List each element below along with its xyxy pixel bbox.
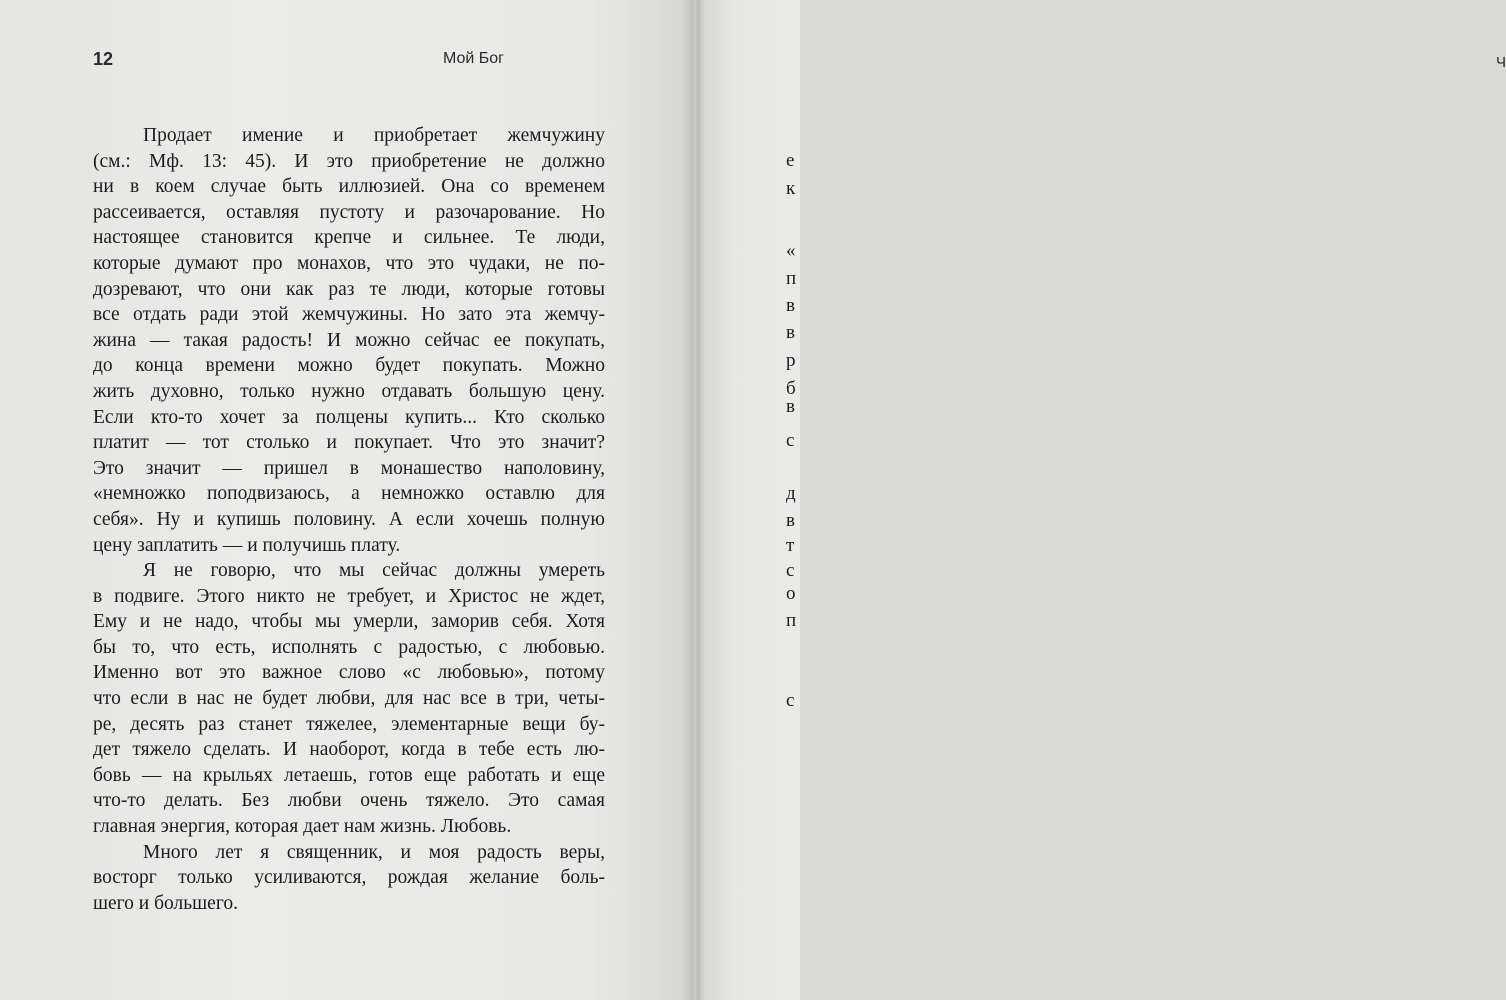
text-line: бы то, что есть, исполнять с радостью, с любовью. bbox=[93, 636, 605, 658]
right-page-fragment: в bbox=[786, 510, 795, 531]
text-line: рассеивается, оставляя пустоту и разочарование. Но bbox=[93, 201, 605, 223]
right-page-fragment: к bbox=[786, 178, 796, 199]
text-line: ре, десять раз станет тяжелее, элементарные вещи бу- bbox=[93, 713, 605, 735]
left-page bbox=[0, 0, 694, 1000]
text-line: жить духовно, только нужно отдавать большую цену. bbox=[93, 380, 605, 402]
text-line: Это значит — пришел в монашество наполовину, bbox=[93, 457, 605, 479]
right-page-fragment: в bbox=[786, 396, 795, 417]
right-page-fragment: в bbox=[786, 295, 795, 316]
text-line: шего и большего. bbox=[93, 892, 238, 914]
text-line: жина — такая радость! И можно сейчас ее покупать, bbox=[93, 329, 605, 351]
text-line: бовь — на крыльях летаешь, готов еще работать и еще bbox=[93, 764, 605, 786]
text-line: дозревают, что они как раз те люди, которые готовы bbox=[93, 278, 605, 300]
text-line: что если в нас не будет любви, для нас все в три, четы- bbox=[93, 688, 605, 710]
right-page-fragment: п bbox=[786, 268, 797, 289]
text-line: цену заплатить — и получишь плату. bbox=[93, 534, 401, 556]
right-page-fragment: т bbox=[786, 535, 795, 556]
text-line: что-то делать. Без любви очень тяжело. Это самая bbox=[93, 790, 605, 812]
paragraph bbox=[93, 840, 605, 917]
text-line: которые думают про монахов, что это чудаки, не по- bbox=[93, 252, 605, 274]
right-page-fragment: р bbox=[786, 350, 796, 371]
right-page-fragment: в bbox=[786, 322, 795, 343]
text-line: (см.: Мф. 13: 45). И это приобретение не должно bbox=[93, 150, 605, 172]
paragraph bbox=[93, 558, 605, 840]
right-page-fragment: о bbox=[786, 583, 796, 604]
text-line: Если кто-то хочет за полцены купить... Кто сколько bbox=[93, 406, 605, 428]
page-number: 12 bbox=[93, 49, 114, 69]
body-text bbox=[93, 123, 605, 916]
text-line: Ему и не надо, чтобы мы умерли, заморив себя. Хотя bbox=[93, 611, 605, 633]
running-head: Мой Бог bbox=[442, 50, 504, 67]
right-running-head-fragment: Ч bbox=[1496, 54, 1506, 71]
text-line: платит — тот столько и покупает. Что это значит? bbox=[93, 432, 605, 454]
text-line: Я не говорю, что мы сейчас должны умереть bbox=[143, 560, 605, 582]
text-line: восторг только усиливаются, рождая желание боль- bbox=[93, 867, 605, 889]
paragraph bbox=[93, 123, 605, 558]
text-line: до конца времени можно будет покупать. Можно bbox=[93, 355, 605, 377]
right-page-fragment: б bbox=[786, 378, 796, 399]
right-page-fragment: « bbox=[786, 240, 796, 261]
right-page-fragment: с bbox=[786, 430, 795, 451]
right-page-fragment: д bbox=[786, 483, 796, 504]
text-line: дет тяжело сделать. И наоборот, когда в тебе есть лю- bbox=[93, 739, 605, 761]
text-line: «немножко поподвизаюсь, а немножко оставлю для bbox=[93, 483, 605, 505]
text-line: Именно вот это важное слово «с любовью», потому bbox=[93, 662, 605, 684]
right-page-fragment: с bbox=[786, 560, 795, 581]
right-page-fragment: п bbox=[786, 610, 797, 631]
right-page-fragment: с bbox=[786, 690, 795, 711]
text-line: в подвиге. Этого никто не требует, и Христос не ждет, bbox=[93, 585, 605, 607]
right-page-fragment: е bbox=[786, 150, 795, 171]
text-line: ни в коем случае быть иллюзией. Она со временем bbox=[93, 176, 605, 198]
text-line: главная энергия, которая дает нам жизнь. Любовь. bbox=[93, 816, 512, 838]
text-line: Продает имение и приобретает жемчужину bbox=[143, 125, 605, 146]
text-line: настоящее становится крепче и сильнее. Те люди, bbox=[93, 227, 605, 249]
text-line: себя». Ну и купишь половину. А если хочешь полную bbox=[93, 508, 605, 530]
text-line: Много лет я священник, и моя радость веры, bbox=[143, 841, 605, 863]
text-line: все отдать ради этой жемчужины. Но зато эта жемчу- bbox=[93, 304, 605, 326]
